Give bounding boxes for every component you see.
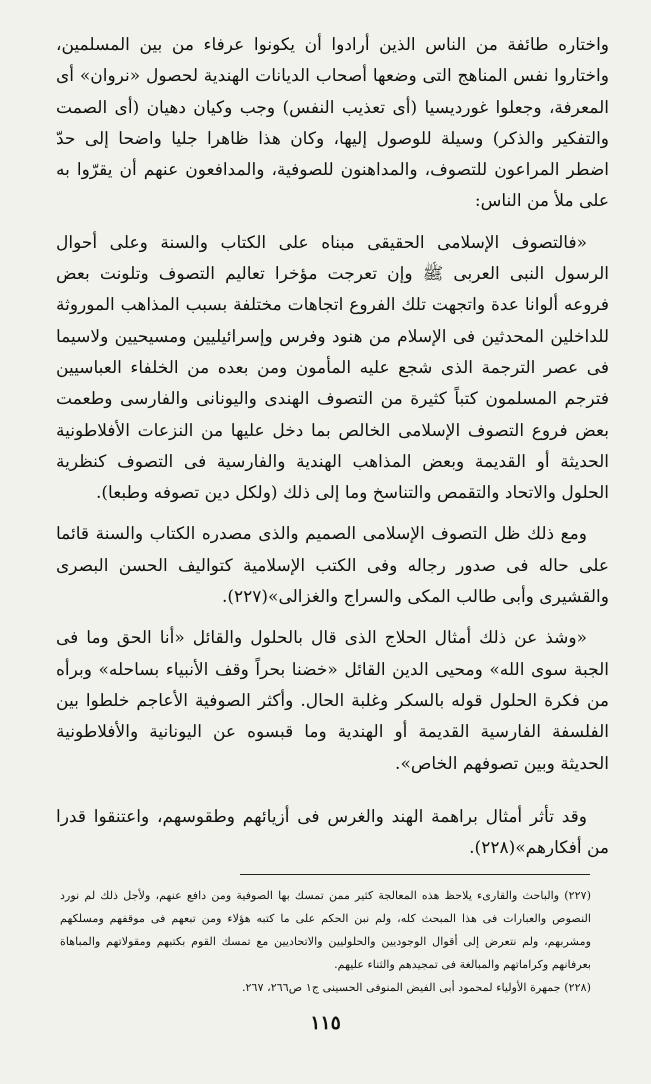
body-text [56, 30, 609, 864]
page-number: ١١٥ [310, 1012, 341, 1034]
footnote-228: (٢٢٨) جمهرة الأولياء لمحمود أبى الفيض المنوفى الحسينى ج١ ص٢٦٦، ٢٦٧. [241, 981, 591, 994]
footnotes [60, 884, 591, 999]
footnote-divider [240, 874, 590, 875]
paragraph-3: ومع ذلك ظل التصوف الإسلامى الصميم والذى مصدره الكتاب والسنة قائما على حاله فى صدور رجاله وفى الكتب الإسلامية كتواليف الحسن البصرى والقشيرى وأبى طالب المكى والسراج والغزالى»(٢٢٧). [56, 524, 609, 608]
footnote-227: (٢٢٧) والباحث والقارىء يلاحظ هذه المعالجة كثير ممن تمسك بها الصوفية ومن دافع عنهم، ولأجل ذلك لم نورد النصوص والعبارات فى هذا المبحث كله، ولم نبن الحكم على ما كتبه هؤلاء ومن تبعهم فى موقفهم ومسلكهم ومشربهم، ولم نتعرض إلى أقوال الوجوديين والحلوليين والاتحاديين مع تمسك القوم بكتبهم ومقولاتهم والمباهاة بعرفانهم وكراماتهم والمبالغة فى تمجيدهم والثناء عليهم. [60, 889, 591, 971]
paragraph-5: وقد تأثر أمثال براهمة الهند والغرس فى أزيائهم وطقوسهم، واعتنقوا قدرا من أفكارهم»(٢٢٨). [56, 806, 609, 859]
paragraph-1: واختاره طائفة من الناس الذين أرادوا أن يكونوا عرفاء من بين المسلمين، واختاروا نفس المناهج التى وضعها أصحاب الديانات الهندية لحصول «نروان» أى المعرفة، وجعلوا غورديسيا (أى تعذيب النفس) وجب وكيان دهيان (أى الصمت والتفكير والذكر) وسيلة للوصول إليها، وكان هذا ظاهرا جليا واضحا إلى حدّ اضطر المراعون للتصوف، والمداهنون للصوفية، والمدافعون عنهم أن يقرّوا به على ملأ من الناس: [56, 35, 609, 212]
paragraph-4: «وشذ عن ذلك أمثال الحلاج الذى قال بالحلول والقائل «أنا الحق وما فى الجبة سوى الله» ومحيى الدين القائل «خضنا بحراً وقف الأنبياء بساحله» وبرأه من فكرة الحلول قوله بالسكر وغلبة الحال. وأكثر الصوفية الأعاجم خلطوا بين الفلسفة الفارسية القديمة أو الهندية وما قبسوه عن اليونانية والأفلاطونية الحديثة وبين تصوفهم الخاص». [56, 628, 609, 774]
paragraph-2: «فالتصوف الإسلامى الحقيقى مبناه على الكتاب والسنة وعلى أحوال الرسول النبى العربى ﷺ وإن تعرجت مؤخرا تعاليم التصوف وتلونت بعض فروعه ألوانا عدة واتجهت تلك الفروع اتجاهات مختلفة بسبب المذاهب الموروثة للداخلين المحدثين فى الإسلام من هنود وفرس وإسرائيليين ومسيحيين ولاسيما فى عصر الترجمة الذى شجع عليه المأمون ومن بعده من الخلفاء العباسيين فترجم المسلمون كتباً كثيرة من التصوف الهندى واليونانى والفارسى وطعمت بعض فروع التصوف الإسلامى الخالص بما دخل عليها من النزعات الأفلاطونية الحديثة أو القديمة وبعض المذاهب الهندية والفارسية فى التصوف كنظرية الحلول والاتحاد والتقمص والتناسخ وما إلى ذلك (ولكل دين تصوفه وطبعا). [56, 232, 609, 504]
